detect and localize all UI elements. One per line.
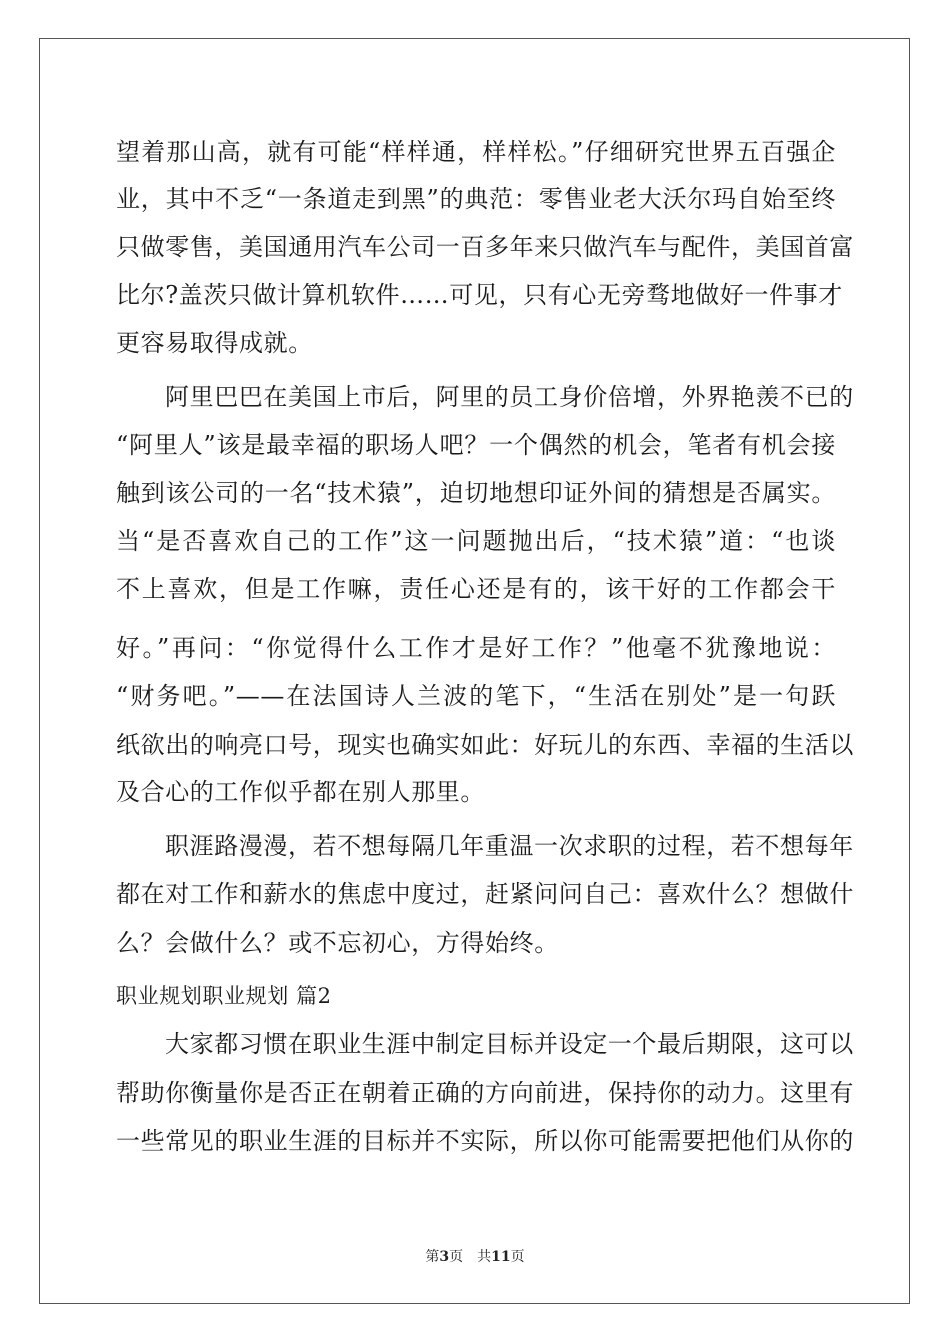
text-line: 当“是否喜欢自己的工作”这一问题抛出后，“技术猿”道：“也谈 xyxy=(116,527,836,555)
text-line: “财务吧。”——在法国诗人兰波的笔下，“生活在别处”是一句跃 xyxy=(116,682,836,710)
text-line: 业，其中不乏“一条道走到黑”的典范：零售业老大沃尔玛自始至终 xyxy=(116,185,836,213)
text-line: “阿里人”该是最幸福的职场人吧？一个偶然的机会，笔者有机会接 xyxy=(116,431,836,459)
text-line: 么？会做什么？或不忘初心，方得始终。 xyxy=(116,929,559,957)
page-prefix: 第 xyxy=(425,1249,440,1265)
text-line: 帮助你衡量你是否正在朝着正确的方向前进，保持你的动力。这里有 xyxy=(116,1079,854,1107)
total-suffix: 页 xyxy=(510,1249,525,1265)
text-line: 只做零售，美国通用汽车公司一百多年来只做汽车与配件，美国首富 xyxy=(116,233,854,261)
text-line: 更容易取得成就。 xyxy=(116,329,313,357)
page-footer xyxy=(0,1247,950,1267)
text-line: 纸欲出的响亮口号，现实也确实如此：好玩儿的东西、幸福的生活以 xyxy=(116,731,854,759)
text-line: 及合心的工作似乎都在别人那里。 xyxy=(116,778,485,806)
text-line: 触到该公司的一名“技术猿”，迫切地想印证外间的猜想是否属实。 xyxy=(116,479,836,507)
text-line: 比尔?盖茨只做计算机软件……可见，只有心无旁骛地做好一件事才 xyxy=(116,281,843,309)
text-line: 一些常见的职业生涯的目标并不实际，所以你可能需要把他们从你的 xyxy=(116,1127,854,1155)
text-line: 望着那山高，就有可能“样样通，样样松。”仔细研究世界五百强企 xyxy=(116,138,836,166)
total-pages: 11 xyxy=(491,1249,511,1265)
text-line: 好。”再问：“你觉得什么工作才是好工作？”他毫不犹豫地说： xyxy=(116,634,836,662)
text-line: 职涯路漫漫，若不想每隔几年重温一次求职的过程，若不想每年 xyxy=(165,832,854,860)
section-heading: 职业规划职业规划 篇2 xyxy=(116,984,332,1008)
text-line: 都在对工作和薪水的焦虑中度过，赶紧问问自己：喜欢什么？想做什 xyxy=(116,880,854,908)
total-prefix: 共 xyxy=(477,1249,492,1265)
text-line: 阿里巴巴在美国上市后，阿里的员工身价倍增，外界艳羡不已的 xyxy=(165,383,854,411)
text-line: 大家都习惯在职业生涯中制定目标并设定一个最后期限，这可以 xyxy=(165,1030,854,1058)
text-line: 不上喜欢，但是工作嘛，责任心还是有的，该干好的工作都会干 xyxy=(116,575,836,603)
page-suffix: 页 xyxy=(449,1249,464,1265)
page-number: 3 xyxy=(439,1249,450,1265)
